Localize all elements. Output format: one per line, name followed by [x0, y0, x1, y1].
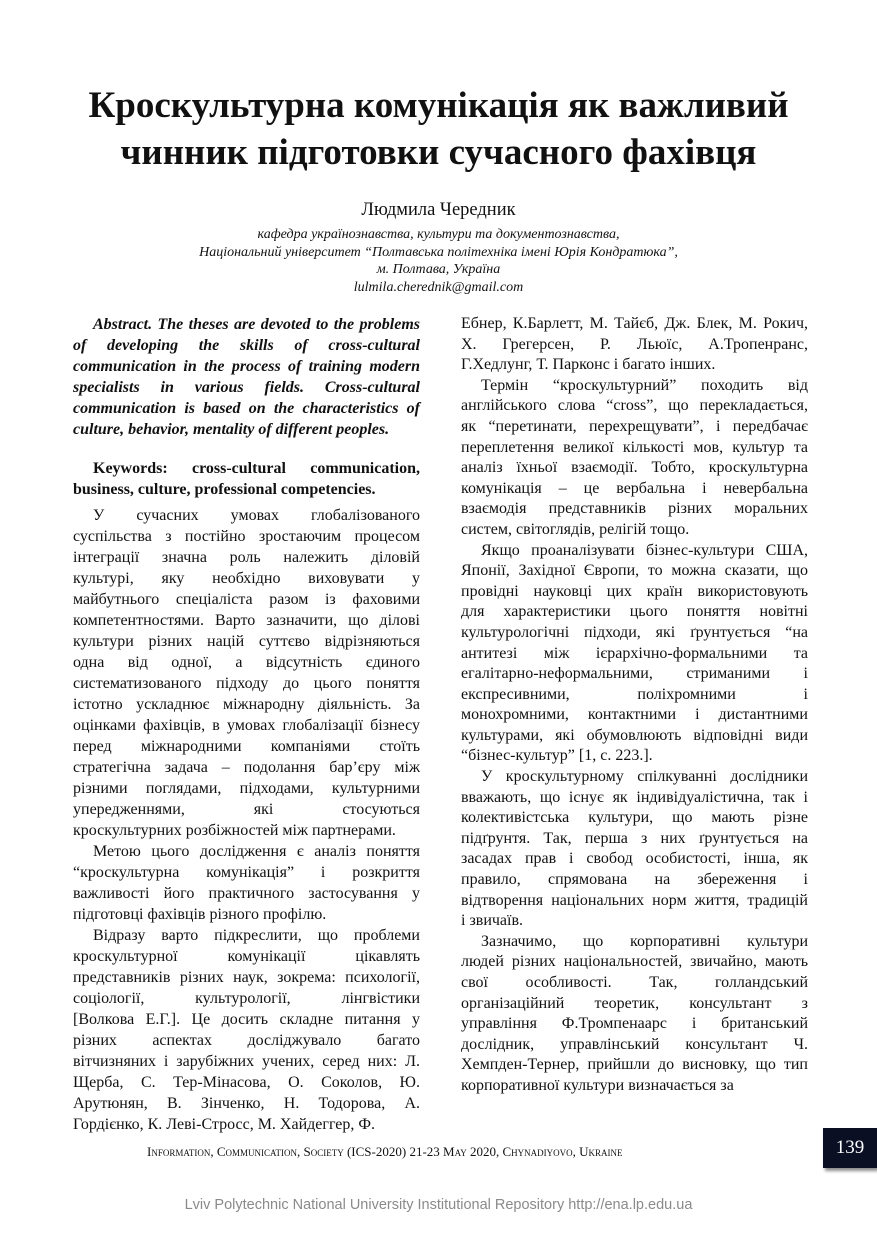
- title-line: чинник підготовки сучасного фахівця: [120, 132, 757, 173]
- paragraph: [73, 505, 420, 841]
- text-line: Keywords: cross-cultural communication,: [93, 460, 420, 477]
- text-line: систематизованого підходу до цього поняття: [73, 675, 420, 692]
- text-line: communication is based on the characteristics of: [73, 400, 420, 417]
- text-line: компетентностями. Варто зазначити, що ділові: [73, 612, 420, 629]
- text-line: представників різних наук, зокрема: психології,: [73, 969, 420, 986]
- text-line: англійського слова “cross”, що перекладається,: [461, 397, 808, 415]
- paragraph: [461, 541, 808, 768]
- text-line: “кроскультурна комунікація” і розкриття: [73, 864, 420, 881]
- text-line: specialists in various fields. Cross-cultural: [73, 379, 420, 396]
- right-column: [461, 314, 808, 1097]
- department: кафедра українознавства, культури та документознавства,: [257, 227, 620, 242]
- text-line: business, culture, professional competencies.: [73, 481, 376, 498]
- abstract: [73, 314, 420, 440]
- text-line: упередженнями, які стосуються: [73, 801, 420, 818]
- text-line: culture, behavior, mentality of different peoples.: [73, 421, 390, 438]
- text-line: антитезі між ієрархічно-формальними та: [461, 644, 808, 662]
- text-line: Щерба, С. Тер-Мінасова, О. Соколов, Ю.: [73, 1074, 420, 1091]
- paragraph: [461, 767, 808, 932]
- text-line: і звичаїв.: [461, 912, 524, 930]
- text-line: переплетення великої кількості мов, культур та: [461, 438, 808, 456]
- text-line: як “перетинати, перехрещувати”, і передбачає: [461, 417, 808, 435]
- text-line: майбутнього спеціаліста разом із фаховими: [73, 591, 420, 608]
- text-line: Термін “кроскультурний” походить від: [481, 376, 808, 394]
- text-line: комунікація – це вербальна і невербальна: [461, 479, 808, 497]
- conference-footer: Information, Communication, Society (ICS-2020) 21-23 May 2020, Chynadiyovo, Ukraine: [147, 1144, 623, 1159]
- text-line: стратегічна задача – подолання бар’єру між: [73, 759, 420, 776]
- text-line: культурами, які обумовлюють відповідні види: [461, 726, 808, 744]
- text-line: для характеристики цього поняття новітні: [461, 603, 808, 621]
- paragraph: [73, 841, 420, 925]
- text-line: засадах прав і свобод особистості, інша, як: [461, 850, 808, 868]
- text-line: Арутюнян, В. Зінченко, Н. Тодорова, А.: [73, 1095, 420, 1112]
- text-line: вважають, що існує як індивідуалістична, так і: [461, 788, 808, 806]
- text-line: аналіз їхньої взаємодії. Тобто, кроскультурна: [461, 459, 808, 477]
- text-line: організаційний теоретик, консультант з: [461, 994, 808, 1012]
- text-line: підґрунтя. Так, перша з них ґрунтується на: [461, 829, 808, 847]
- text-line: монохромними, контактними і дистантними: [461, 706, 808, 724]
- text-line: інтеграції значна роль належить діловій: [73, 549, 420, 566]
- text-line: перед міжнародними компаніями стоїть: [73, 738, 420, 755]
- affiliation: [0, 226, 877, 297]
- left-column: [73, 314, 420, 1135]
- text-line: кроскультурної комунікації цікавлять: [73, 948, 420, 965]
- university: Національний університет “Полтавська політехніка імені Юрія Кондратюка”,: [199, 244, 678, 260]
- text-line: підготовці фахівців різного профілю.: [73, 906, 327, 923]
- text-line: Г.Хедлунг, Т. Парконс і багато інших.: [461, 356, 716, 374]
- paragraph: [461, 376, 808, 541]
- paragraph: [461, 314, 808, 376]
- keywords: [73, 458, 420, 500]
- text-line: дослідник, управлінський консультант Ч.: [461, 1035, 808, 1053]
- text-line: різними поглядами, підходами, культурними: [73, 780, 420, 797]
- text-line: одна від одної, а відсутність єдиного: [73, 654, 420, 671]
- text-line: Х. Грегерсен, Р. Льюїс, А.Тропенранс,: [461, 335, 808, 353]
- text-line: “бізнес-культур” [1, с. 223.].: [461, 747, 653, 765]
- text-line: У кроскультурному спілкуванні дослідники: [481, 768, 808, 786]
- text-line: культурі, яку необхідно виховувати у: [73, 570, 420, 587]
- text-line: кроскультурних розбіжностей між партнерами.: [73, 822, 396, 839]
- text-line: експресивними, поліхромними і: [461, 685, 808, 703]
- paragraph: [461, 932, 808, 1097]
- text-line: корпоративної культури визначається за: [461, 1076, 734, 1094]
- text-line: Abstract. The theses are devoted to the problems: [93, 316, 420, 333]
- author-name: Людмила Чередник: [361, 200, 516, 220]
- text-line: різних аспектах досліджувало багато: [73, 1032, 420, 1049]
- text-line: Зазначимо, що корпоративні культури: [481, 932, 808, 950]
- title-line: Кроскультурна комунікація як важливий: [88, 85, 789, 126]
- text-line: Хемпден-Тернер, прийшли до висновку, що тип: [461, 1056, 808, 1074]
- text-line: соціології, культурології, лінгвістики: [73, 990, 420, 1007]
- text-line: істотно ускладнює міжнародну діяльність. За: [73, 696, 420, 713]
- repository-notice: Lviv Polytechnic National University Institutional Repository http://ena.lp.edu.ua: [184, 1197, 693, 1213]
- text-line: свої особливості. Так, голландський: [461, 974, 808, 991]
- text-line: людей різних національностей, звичайно, мають: [461, 953, 808, 971]
- text-line: відтворення національних норм життя, традицій: [461, 891, 808, 909]
- text-line: важливості його практичного застосування у: [73, 885, 420, 902]
- text-line: взаємодія представників різних моральних: [461, 500, 808, 518]
- article-title: [0, 82, 877, 176]
- text-line: Метою цього дослідження є аналіз поняття: [93, 843, 420, 860]
- text-line: культури різних націй суттєво відрізняються: [73, 633, 420, 650]
- text-line: [Волкова Е.Г.]. Це досить складне питання у: [73, 1011, 420, 1028]
- text-line: культурологічні підходи, які ґрунтується “на: [461, 623, 808, 641]
- city: м. Полтава, Україна: [376, 262, 501, 278]
- text-line: правило, спрямована на збереження і: [461, 871, 808, 889]
- text-line: колективістська культури, що мають різне: [461, 809, 808, 827]
- text-line: of developing the skills of cross-cultural: [73, 337, 420, 354]
- text-line: оцінками фахівців, в умовах глобалізації бізнесу: [73, 717, 420, 734]
- text-line: егалітарно-неформальними, стриманими і: [461, 665, 808, 683]
- text-line: У сучасних умовах глобалізованого: [93, 507, 420, 524]
- text-line: систем, світоглядів, релігій тощо.: [461, 520, 690, 538]
- text-line: Гордієнко, К. Леві-Стросс, М. Хайдеггер, Ф.: [73, 1116, 376, 1133]
- text-line: суспільства з постійно зростаючим процесом: [73, 528, 420, 545]
- text-line: Ебнер, К.Барлетт, М. Тайєб, Дж. Блек, М. Рокич,: [461, 315, 808, 332]
- email-link[interactable]: lulmila.cherednik@gmail.com: [353, 280, 524, 296]
- text-line: управління Ф.Тромпенаарс і британський: [461, 1015, 808, 1033]
- text-line: Японії, Західної Європи, то можна сказати, що: [461, 562, 808, 580]
- text-line: Відразу варто підкреслити, що проблеми: [93, 927, 420, 944]
- text-line: communication in the process of training modern: [73, 358, 420, 375]
- text-line: провідні науковці цих країн використовують: [461, 582, 808, 600]
- page-number: 139: [823, 1128, 877, 1168]
- text-line: вітчизняних і зарубіжних учених, серед них: Л.: [73, 1053, 420, 1070]
- paragraph: [73, 925, 420, 1135]
- text-line: Якщо проаналізувати бізнес-культури США,: [481, 541, 808, 559]
